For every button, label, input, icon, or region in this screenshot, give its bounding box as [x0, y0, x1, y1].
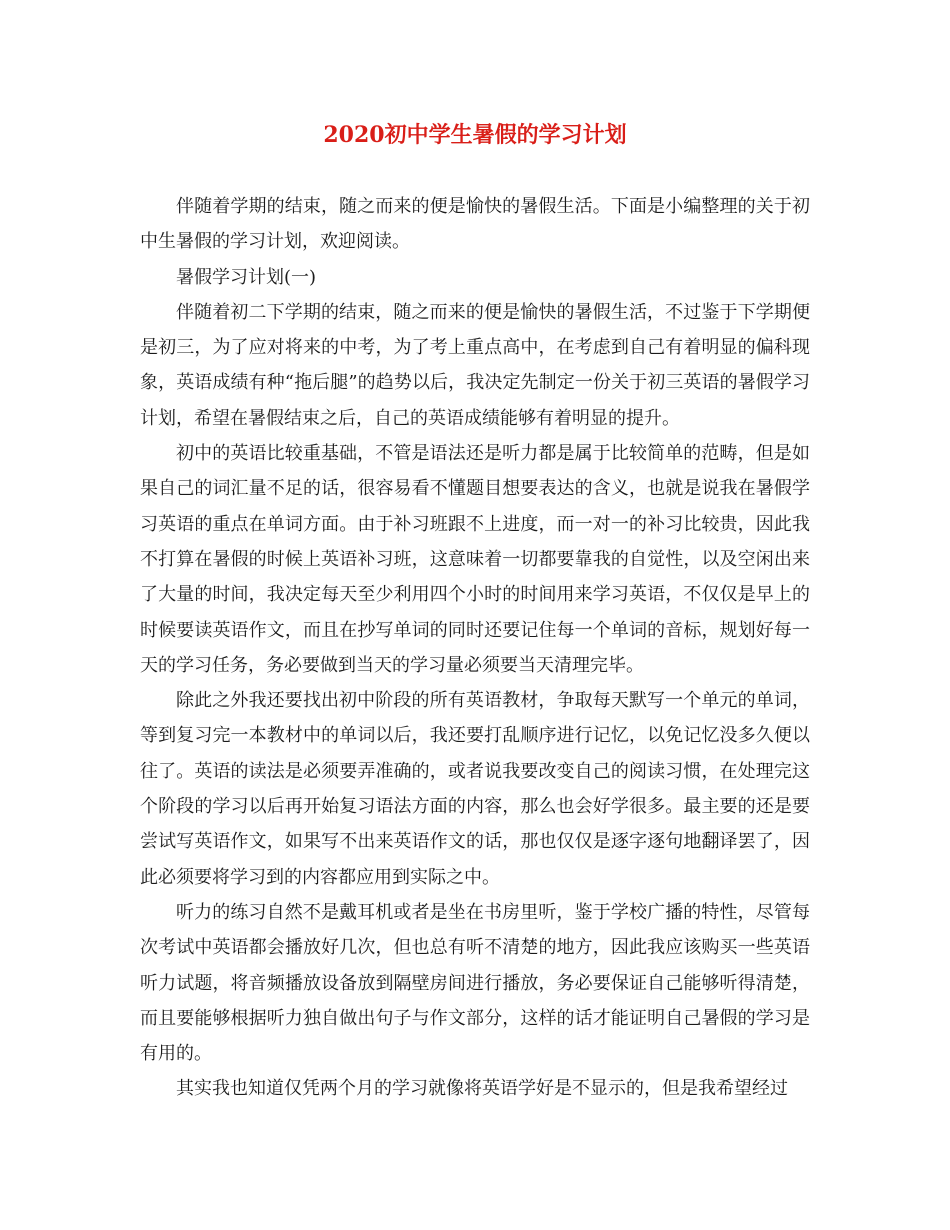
paragraph: 除此之外我还要找出初中阶段的所有英语教材，争取每天默写一个单元的单词，等到复习完一本教材中的单词以后，我还要打乱顺序进行记忆，以免记忆没多久便以往了。英语的读法是必须要弄准确的，或者说我要改变自己的阅读习惯，在处理完这个阶段的学习以后再开始复习语法方面的内容，那么也会好学很多。最主要的还是要尝试写英语作文，如果写不出来英语作文的话，那也仅仅是逐字逐句地翻译罢了，因此必须要将学习到的内容都应用到实际之中。: [140, 690, 810, 888]
document-title: 2020初中学生暑假的学习计划: [323, 122, 627, 148]
paragraph: 伴随着初二下学期的结束，随之而来的便是愉快的暑假生活，不过鉴于下学期便是初三，为了应对将来的中考，为了考上重点高中，在考虑到自己有着明显的偏科现象，英语成绩有种“拖后腿”的趋势以后，我决定先制定一份关于初三英语的暑假学习计划，希望在暑假结束之后，自己的英语成绩能够有着明显的提升。: [140, 301, 810, 429]
document-body: [140, 189, 810, 1107]
paragraph: 其实我也知道仅凭两个月的学习就像将英语学好是不显示的，但是我希望经过: [176, 1078, 788, 1100]
paragraph: 听力的练习自然不是戴耳机或者是坐在书房里听，鉴于学校广播的特性，尽管每次考试中英语都会播放好几次，但也总有听不清楚的地方，因此我应该购买一些英语听力试题，将音频播放设备放到隔壁房间进行播放，务必要保证自己能够听得清楚，而且要能够根据听力独自做出句子与作文部分，这样的话才能证明自己暑假的学习是有用的。: [140, 901, 810, 1065]
section-heading: 暑假学习计划(一): [176, 266, 317, 288]
paragraph-intro: 伴随着学期的结束，随之而来的便是愉快的暑假生活。下面是小编整理的关于初中生暑假的学习计划，欢迎阅读。: [140, 196, 810, 253]
paragraph: 初中的英语比较重基础，不管是语法还是听力都是属于比较简单的范畴，但是如果自己的词汇量不足的话，很容易看不懂题目想要表达的含义，也就是说我在暑假学习英语的重点在单词方面。由于补习班跟不上进度，而一对一的补习比较贵，因此我不打算在暑假的时候上英语补习班，这意味着一切都要靠我的自觉性，以及空闲出来了大量的时间，我决定每天至少利用四个小时的时间用来学习英语，不仅仅是早上的时候要读英语作文，而且在抄写单词的同时还要记住每一个单词的音标，规划好每一天的学习任务，务必要做到当天的学习量必须要当天清理完毕。: [140, 443, 810, 676]
